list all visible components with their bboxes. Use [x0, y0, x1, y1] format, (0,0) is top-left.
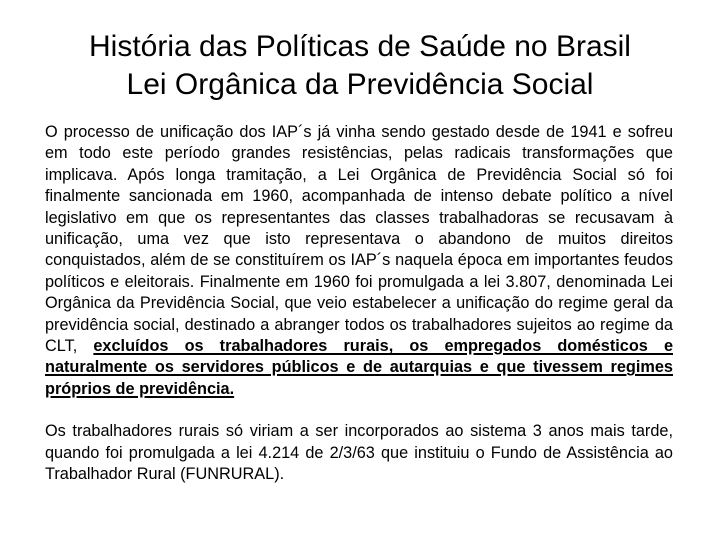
paragraph-1-text: O processo de unificação dos IAP´s já vinha sendo gestado desde de 1941 e sofreu em todo este período grandes resistências, pelas radicais transformações que implicava. Após longa tramitação, a Lei Orgânica de Previdência Social só foi finalmente sancionada em 1960, acompanhada de intenso debate político a nível legislativo em que os representantes das classes trabalhadoras se recusavam à unificação, uma vez que isto representava o abandono de muitos direitos conquistados, além de se constituírem os IAP´s naquela época em importantes feudos políticos e eleitorais. Finalmente em 1960 foi promulgada a lei 3.807, denominada Lei Orgânica da Previdência Social, que veio estabelecer a unificação do regime geral da previdência social, destinado a abranger todos os trabalhadores sujeitos ao regime da CLT, — [45, 123, 673, 356]
slide-body — [45, 122, 673, 486]
paragraph-2: Os trabalhadores rurais só viriam a ser incorporados ao sistema 3 anos mais tarde, quando foi promulgada a lei 4.214 de 2/3/63 que instituiu o Fundo de Assistência ao Trabalhador Rural (FUNRURAL). — [45, 422, 673, 484]
title-line-2: Lei Orgânica da Previdência Social — [126, 68, 594, 101]
slide-title — [30, 28, 690, 104]
paragraph-1-emphasis: excluídos os trabalhadores rurais, os empregados domésticos e naturalmente os servidores públicos e de autarquias e que tivessem regimes próprios de previdência. — [45, 337, 673, 398]
title-line-1: História das Políticas de Saúde no Brasil — [89, 30, 631, 63]
paragraph-1 — [45, 122, 673, 400]
